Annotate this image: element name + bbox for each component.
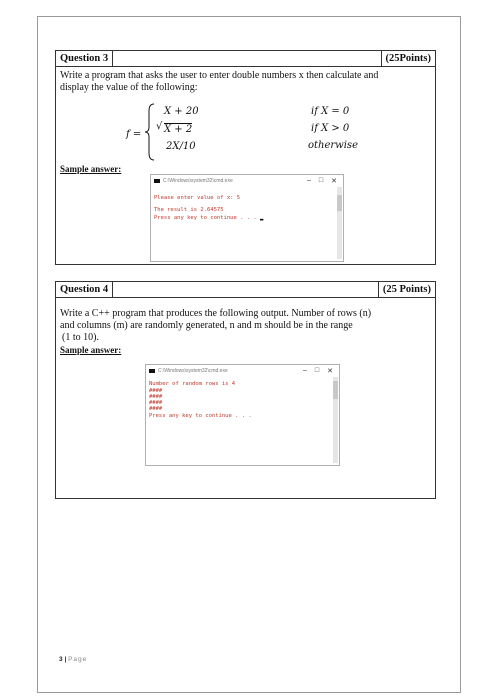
question-3-header	[56, 51, 435, 67]
console-line: Press any key to continue . . .	[149, 413, 252, 419]
question-4-line3: (1 to 10).	[62, 332, 99, 343]
question-3-text	[56, 67, 435, 94]
console-row: ####	[149, 400, 163, 406]
console-line: The result is 2.64575	[154, 207, 224, 213]
page-footer	[59, 656, 87, 663]
question-3-points: (25Points)	[381, 51, 436, 66]
question-4-header	[56, 282, 435, 298]
console-titlebar	[151, 175, 343, 186]
maximize-icon[interactable]: □	[314, 366, 320, 374]
case2-condition: if X > 0	[311, 123, 350, 134]
case3-condition: otherwise	[308, 140, 358, 151]
case3-expression: 2X/10	[166, 141, 196, 152]
close-icon[interactable]: ✕	[327, 367, 333, 375]
console-row: ####	[149, 406, 163, 412]
console-body	[151, 186, 343, 222]
sample-answer-label: Sample answer:	[60, 164, 122, 174]
maximize-icon[interactable]: □	[318, 176, 324, 184]
scrollbar-thumb[interactable]	[333, 381, 338, 399]
console-title: C:\Windows\system32\cmd.exe	[158, 367, 228, 374]
console-line: Please enter value of x: 5	[154, 195, 241, 201]
question-4-title: Question 4	[56, 282, 113, 297]
scrollbar-thumb[interactable]	[337, 195, 342, 211]
console-window	[150, 174, 344, 262]
scrollbar[interactable]	[337, 187, 342, 259]
scrollbar[interactable]	[333, 377, 338, 463]
brace-icon	[144, 103, 156, 161]
cursor-icon: ▂	[256, 215, 264, 221]
question-3-box	[55, 50, 436, 265]
question-3-line2: display the value of the following:	[60, 82, 198, 93]
question-3-title: Question 3	[56, 51, 113, 66]
question-4-points: (25 Points)	[378, 282, 435, 297]
minimize-icon[interactable]: –	[302, 366, 307, 374]
page-separator: |	[64, 656, 67, 663]
question-4-box	[55, 281, 436, 499]
close-icon[interactable]: ✕	[331, 177, 337, 185]
console-icon	[154, 179, 160, 183]
console-window	[145, 364, 340, 466]
page-number: 3	[59, 656, 63, 663]
console-icon	[149, 369, 155, 373]
question-4-text	[56, 298, 435, 356]
sqrt-icon: √	[156, 121, 163, 132]
console-line: Press any key to continue . . . ▂	[154, 215, 264, 221]
function-label: f =	[126, 129, 142, 140]
console-title: C:\Windows\system32\cmd.exe	[163, 177, 233, 184]
case1-condition: if X = 0	[311, 106, 350, 117]
console-line: Number of random rows is 4	[149, 381, 236, 387]
page-word: Page	[68, 656, 88, 663]
question-4-line2: and columns (m) are randomly generated, n and m should be in the range	[60, 320, 353, 331]
case1-expression: X + 20	[164, 106, 199, 117]
console-body	[146, 376, 339, 420]
question-3-line1: Write a program that asks the user to enter double numbers x then calculate and	[60, 70, 379, 81]
console-row: ####	[149, 388, 163, 394]
console-titlebar	[146, 365, 339, 376]
question-4-line1: Write a C++ program that produces the following output. Number of rows (n)	[60, 308, 372, 319]
sample-answer-label: Sample answer:	[60, 345, 122, 355]
case2-expression: X + 2	[164, 124, 193, 135]
minimize-icon[interactable]: –	[306, 176, 311, 184]
console-row: ####	[149, 394, 163, 400]
